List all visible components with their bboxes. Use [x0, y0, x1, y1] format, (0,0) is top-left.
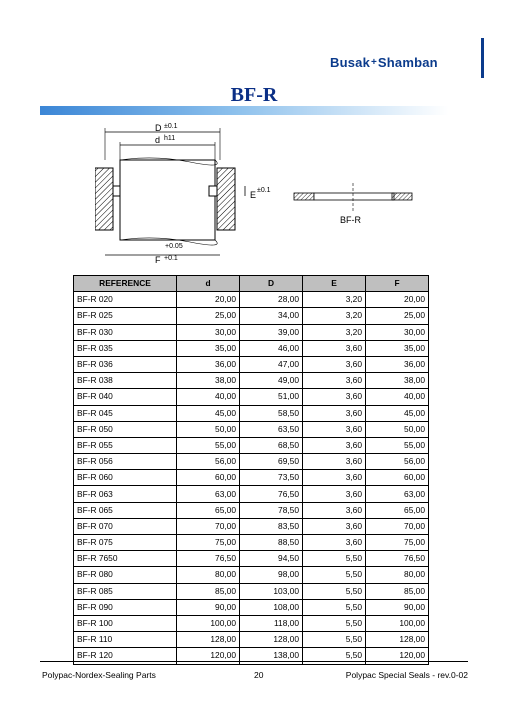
cell-reference: BF-R 036	[74, 356, 177, 372]
label-F: F	[155, 255, 161, 265]
table-row	[74, 356, 429, 372]
cell-value: 3,20	[303, 308, 366, 324]
cell-reference: BF-R 100	[74, 615, 177, 631]
cell-value: 40,00	[177, 389, 240, 405]
table-row	[74, 308, 429, 324]
cell-reference: BF-R 090	[74, 599, 177, 615]
table-row	[74, 389, 429, 405]
cell-value: 49,00	[240, 373, 303, 389]
section-drawing	[292, 183, 422, 228]
header-E: E	[303, 276, 366, 292]
label-F-tol-1: +0.05	[165, 243, 183, 250]
label-d-tol: h11	[164, 135, 176, 142]
cell-value: 73,50	[240, 470, 303, 486]
cell-value: 83,50	[240, 518, 303, 534]
cell-value: 3,20	[303, 324, 366, 340]
cell-value: 3,60	[303, 437, 366, 453]
cell-reference: BF-R 085	[74, 583, 177, 599]
cell-reference: BF-R 020	[74, 292, 177, 308]
cell-value: 69,50	[240, 454, 303, 470]
cell-value: 5,50	[303, 583, 366, 599]
cell-value: 38,00	[366, 373, 429, 389]
cell-reference: BF-R 080	[74, 567, 177, 583]
cell-reference: BF-R 070	[74, 518, 177, 534]
cell-reference: BF-R 040	[74, 389, 177, 405]
cell-value: 80,00	[177, 567, 240, 583]
cell-value: 120,00	[366, 648, 429, 664]
table-row	[74, 502, 429, 518]
cell-value: 35,00	[177, 340, 240, 356]
cell-reference: BF-R 025	[74, 308, 177, 324]
cell-value: 3,60	[303, 356, 366, 372]
cell-value: 3,60	[303, 486, 366, 502]
cell-value: 70,00	[366, 518, 429, 534]
header-F: F	[366, 276, 429, 292]
cell-value: 5,50	[303, 567, 366, 583]
cell-value: 3,60	[303, 389, 366, 405]
cell-reference: BF-R 110	[74, 632, 177, 648]
cell-reference: BF-R 120	[74, 648, 177, 664]
table-row	[74, 373, 429, 389]
cell-value: 47,00	[240, 356, 303, 372]
cell-value: 3,60	[303, 454, 366, 470]
cell-value: 118,00	[240, 615, 303, 631]
cell-value: 30,00	[177, 324, 240, 340]
cell-value: 70,00	[177, 518, 240, 534]
table-row	[74, 405, 429, 421]
table-row	[74, 340, 429, 356]
cell-value: 128,00	[366, 632, 429, 648]
table-row	[74, 615, 429, 631]
cell-value: 60,00	[177, 470, 240, 486]
cell-value: 25,00	[366, 308, 429, 324]
cell-reference: BF-R 045	[74, 405, 177, 421]
table-row	[74, 292, 429, 308]
cell-value: 5,50	[303, 599, 366, 615]
cell-value: 63,00	[366, 486, 429, 502]
cell-value: 120,00	[177, 648, 240, 664]
cell-reference: BF-R 030	[74, 324, 177, 340]
label-D-tol: ±0.1	[164, 123, 178, 130]
cell-value: 103,00	[240, 583, 303, 599]
cell-value: 45,00	[177, 405, 240, 421]
cell-value: 40,00	[366, 389, 429, 405]
table-row	[74, 437, 429, 453]
table-row	[74, 599, 429, 615]
table-row	[74, 632, 429, 648]
logo-plus: +	[371, 56, 377, 68]
table-row	[74, 470, 429, 486]
cell-value: 51,00	[240, 389, 303, 405]
cell-value: 50,00	[177, 421, 240, 437]
footer-right: Polypac Special Seals - rev.0-02	[345, 670, 468, 680]
cell-value: 3,60	[303, 421, 366, 437]
cell-value: 85,00	[366, 583, 429, 599]
cell-value: 3,60	[303, 518, 366, 534]
cell-value: 90,00	[366, 599, 429, 615]
footer-left: Polypac-Nordex-Sealing Parts	[42, 670, 156, 680]
cell-value: 25,00	[177, 308, 240, 324]
cell-value: 5,50	[303, 632, 366, 648]
cell-value: 5,50	[303, 615, 366, 631]
header-reference: REFERENCE	[74, 276, 177, 292]
cell-value: 50,00	[366, 421, 429, 437]
cell-value: 3,20	[303, 292, 366, 308]
cell-value: 30,00	[366, 324, 429, 340]
table-row	[74, 486, 429, 502]
cell-value: 3,60	[303, 502, 366, 518]
cell-value: 98,00	[240, 567, 303, 583]
cell-reference: BF-R 075	[74, 535, 177, 551]
cell-value: 35,00	[366, 340, 429, 356]
cell-value: 108,00	[240, 599, 303, 615]
cell-value: 5,50	[303, 648, 366, 664]
cell-value: 76,50	[366, 551, 429, 567]
cell-value: 36,00	[366, 356, 429, 372]
cell-value: 34,00	[240, 308, 303, 324]
cell-value: 76,50	[240, 486, 303, 502]
footer-divider	[40, 661, 468, 662]
table-row	[74, 421, 429, 437]
page-title: BF-R	[230, 84, 278, 106]
cell-reference: BF-R 038	[74, 373, 177, 389]
cell-value: 75,00	[177, 535, 240, 551]
cell-value: 128,00	[177, 632, 240, 648]
cell-value: 55,00	[366, 437, 429, 453]
table-body	[74, 292, 429, 664]
table-row	[74, 454, 429, 470]
cell-value: 3,60	[303, 405, 366, 421]
cell-value: 58,50	[240, 405, 303, 421]
header-D: D	[240, 276, 303, 292]
cell-value: 3,60	[303, 340, 366, 356]
table-row	[74, 518, 429, 534]
cell-value: 76,50	[177, 551, 240, 567]
cell-value: 88,50	[240, 535, 303, 551]
cell-value: 20,00	[366, 292, 429, 308]
cell-value: 63,00	[177, 486, 240, 502]
cell-value: 3,60	[303, 373, 366, 389]
table-row	[74, 324, 429, 340]
cell-value: 39,00	[240, 324, 303, 340]
cell-reference: BF-R 065	[74, 502, 177, 518]
cell-reference: BF-R 055	[74, 437, 177, 453]
cell-reference: BF-R 060	[74, 470, 177, 486]
cell-value: 138,00	[240, 648, 303, 664]
label-E: E	[250, 190, 257, 200]
table-row	[74, 567, 429, 583]
cell-value: 46,00	[240, 340, 303, 356]
label-D: D	[155, 123, 162, 133]
cell-value: 45,00	[366, 405, 429, 421]
header-d: d	[177, 276, 240, 292]
cell-value: 90,00	[177, 599, 240, 615]
cell-reference: BF-R 050	[74, 421, 177, 437]
cell-reference: BF-R 7650	[74, 551, 177, 567]
cell-value: 56,00	[177, 454, 240, 470]
table-row	[74, 551, 429, 567]
cell-value: 85,00	[177, 583, 240, 599]
cell-reference: BF-R 035	[74, 340, 177, 356]
cell-value: 100,00	[366, 615, 429, 631]
cell-value: 68,50	[240, 437, 303, 453]
cell-value: 20,00	[177, 292, 240, 308]
cell-value: 60,00	[366, 470, 429, 486]
cell-value: 36,00	[177, 356, 240, 372]
cell-value: 128,00	[240, 632, 303, 648]
cell-reference: BF-R 063	[74, 486, 177, 502]
cell-value: 75,00	[366, 535, 429, 551]
cell-value: 94,50	[240, 551, 303, 567]
cell-value: 28,00	[240, 292, 303, 308]
brand-logo	[330, 50, 480, 74]
cell-value: 56,00	[366, 454, 429, 470]
table-row	[74, 535, 429, 551]
label-d: d	[155, 135, 161, 145]
footer-page-number: 20	[254, 670, 264, 680]
cell-reference: BF-R 056	[74, 454, 177, 470]
cell-value: 55,00	[177, 437, 240, 453]
table-header-row	[74, 276, 429, 292]
cell-value: 65,00	[177, 502, 240, 518]
cell-value: 3,60	[303, 535, 366, 551]
title-gradient-bar	[40, 106, 470, 115]
label-F-tol-2: +0.1	[164, 255, 178, 262]
cell-value: 65,00	[366, 502, 429, 518]
cell-value: 78,50	[240, 502, 303, 518]
cell-value: 38,00	[177, 373, 240, 389]
table-row	[74, 583, 429, 599]
logo-bar	[481, 38, 484, 78]
cell-value: 5,50	[303, 551, 366, 567]
dimensions-table	[73, 275, 429, 665]
cell-value: 80,00	[366, 567, 429, 583]
label-E-tol: ±0.1	[257, 187, 271, 194]
logo-text-left: Busak	[330, 54, 371, 70]
section-label: BF-R	[340, 215, 361, 225]
cell-value: 3,60	[303, 470, 366, 486]
cell-value: 100,00	[177, 615, 240, 631]
logo-text-right: Shamban	[377, 54, 438, 70]
cell-value: 63,50	[240, 421, 303, 437]
assembly-drawing	[95, 120, 275, 270]
